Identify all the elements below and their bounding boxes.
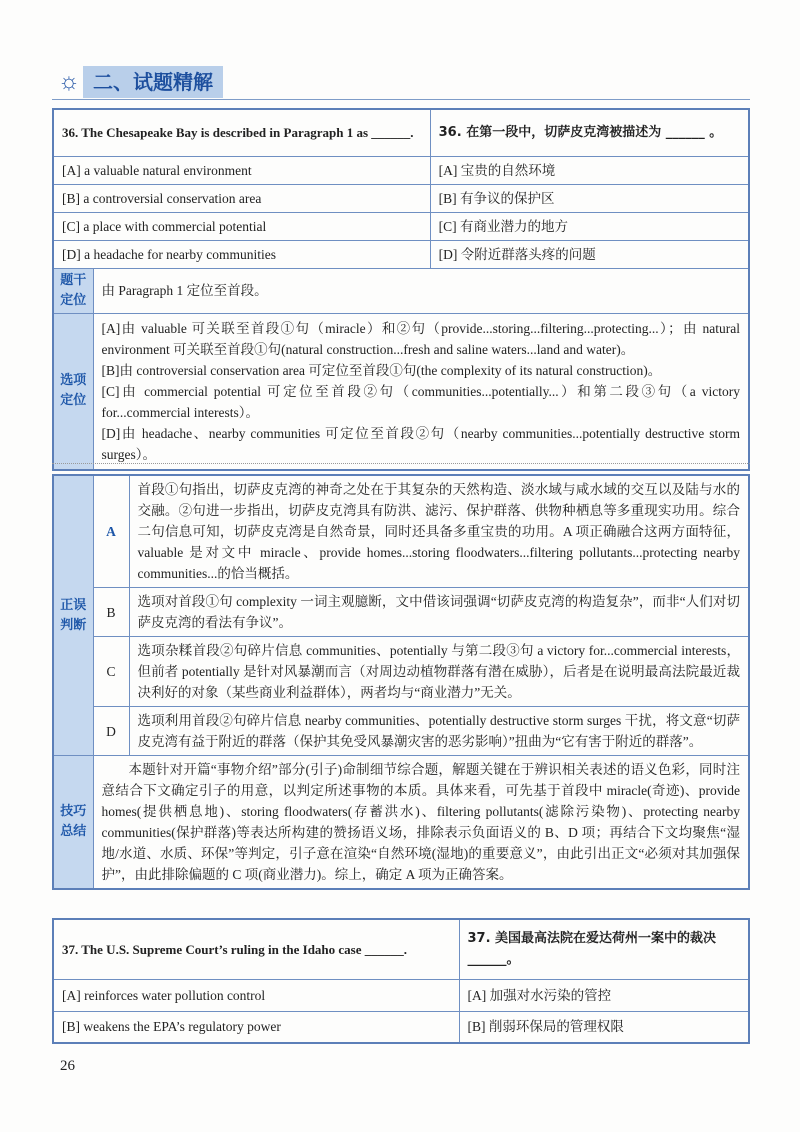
q37-table — [52, 918, 750, 1044]
q37-zh-stem: 37. 美国最高法院在爱达荷州一案中的裁决______。 — [459, 919, 749, 979]
judge-letter-a: A — [93, 475, 129, 588]
q36-option-b-en: [B] a controversial conservation area — [53, 184, 430, 212]
judge-letter-c: C — [93, 637, 129, 707]
q36-table — [52, 108, 750, 471]
option-locate-label: 选项定位 — [53, 313, 93, 470]
q37-option-b-zh: [B] 削弱环保局的管理权限 — [459, 1011, 749, 1043]
q36-option-d-zh: [D] 令附近群落头疼的问题 — [430, 240, 749, 268]
q36-analysis-table — [52, 474, 750, 890]
section-header — [55, 66, 223, 98]
judge-label: 正误判断 — [53, 475, 93, 756]
summary-label: 技巧总结 — [53, 756, 93, 890]
stem-locate-text: 由 Paragraph 1 定位至首段。 — [93, 268, 749, 313]
option-locate-c: [C]由 commercial potential 可定位至首段②句（communities...potentially...）和第二段③句（a victory for...commercial interests）。 — [101, 383, 740, 420]
q36-option-c-en: [C] a place with commercial potential — [53, 212, 430, 240]
option-locate-d: [D]由 headache、nearby communities 可定位至首段②句（nearby communities...potentially destructive storm surges）。 — [101, 425, 740, 462]
judge-letter-d: D — [93, 707, 129, 756]
q36-option-b-zh: [B] 有争议的保护区 — [430, 184, 749, 212]
q37-option-a-en: [A] reinforces water pollution control — [53, 979, 459, 1011]
judge-text-a: 首段①句指出，切萨皮克湾的神奇之处在于其复杂的天然构造、淡水域与咸水域的交互以及陆与水的交融。②句进一步指出，切萨皮克湾具有防洪、滤污、保护群落、供物种栖息等多重现实功用。综合二句信息可知，切萨皮克湾是自然奇景，同时还具备多重宝贵的功用。A 项正确融合这两方面特征，valuable 是对文中 miracle、provide homes...storing floodwaters...filtering pollutants...protecting nearby communities...的恰当概括。 — [129, 475, 749, 588]
judge-text-b: 选项对首段①句 complexity 一词主观臆断，文中借该词强调“切萨皮克湾的构造复杂”，而非“人们对切萨皮克湾的看法有争议”。 — [129, 588, 749, 637]
option-locate-a: [A]由 valuable 可关联至首段①句（miracle）和②句（provide...storing...filtering...protecting...）；由 natural environment 可关联至首段①句(natural construction...fresh and saline waters...land and water)。 — [101, 320, 740, 357]
q37-en-stem: 37. The U.S. Supreme Court’s ruling in the Idaho case ______. — [53, 919, 459, 979]
q36-option-a-en: [A] a valuable natural environment — [53, 156, 430, 184]
q37-option-a-zh: [A] 加强对水污染的管控 — [459, 979, 749, 1011]
page-number: 26 — [60, 1058, 75, 1074]
stem-locate-label: 题干定位 — [53, 268, 93, 313]
option-locate-b: [B]由 controversial conservation area 可定位至首段①句(the complexity of its natural construction)。 — [101, 362, 662, 378]
judge-text-c: 选项杂糅首段②句碎片信息 communities、potentially 与第二段③句 a victory for...commercial interests，但前者 potentially 是针对风暴潮而言（对周边动植物群落有潜在威胁），后者是在说明最高法院最近裁决利好的对象（某些商业利益群体），两者均与“商业潜力”无关。 — [129, 637, 749, 707]
q36-option-c-zh: [C] 有商业潜力的地方 — [430, 212, 749, 240]
option-locate-cell — [93, 313, 749, 470]
q36-option-d-en: [D] a headache for nearby communities — [53, 240, 430, 268]
judge-letter-b: B — [93, 588, 129, 637]
section-title: 二、试题精解 — [83, 66, 223, 98]
judge-text-d: 选项利用首段②句碎片信息 nearby communities、potentially destructive storm surges 干扰，将文意“切萨皮克湾有益于附近的群落（保护其免受风暴潮灾害的恶劣影响）”扭曲为“它有害于附近的群落”。 — [129, 707, 749, 756]
q37-option-b-en: [B] weakens the EPA’s regulatory power — [53, 1011, 459, 1043]
q36-en-stem: 36. The Chesapeake Bay is described in Paragraph 1 as ______. — [53, 109, 430, 156]
header-divider — [52, 99, 750, 100]
q36-option-a-zh: [A] 宝贵的自然环境 — [430, 156, 749, 184]
summary-text: 本题针对开篇“事物介绍”部分(引子)命制细节综合题，解题关键在于辨识相关表述的语义色彩，同时注意结合下文确定引子的用意，以判定所述事物的本质。具体来看，可先基于首段中 miracle(奇迹)、provide homes(提供栖息地)、storing floodwaters(存蓄洪水)、filtering pollutants(滤除污染物)、protecting nearby communities(保护群落)等表达所构建的赞扬语义场，排除表示负面语义的 B、D 项；再结合下文均聚焦“湿地/水道、水质、环保”等判定，引子意在渲染“自然环境(湿地)的重要意义”，由此引出正文“必须对其加强保护”，由此排除偏题的 C 项(商业潜力)。综上，确定 A 项为正确答案。 — [93, 756, 749, 890]
lightbulb-icon: ☼ — [58, 69, 80, 95]
dotted-divider — [52, 463, 750, 464]
q36-zh-stem: 36. 在第一段中，切萨皮克湾被描述为 ______ 。 — [430, 109, 749, 156]
